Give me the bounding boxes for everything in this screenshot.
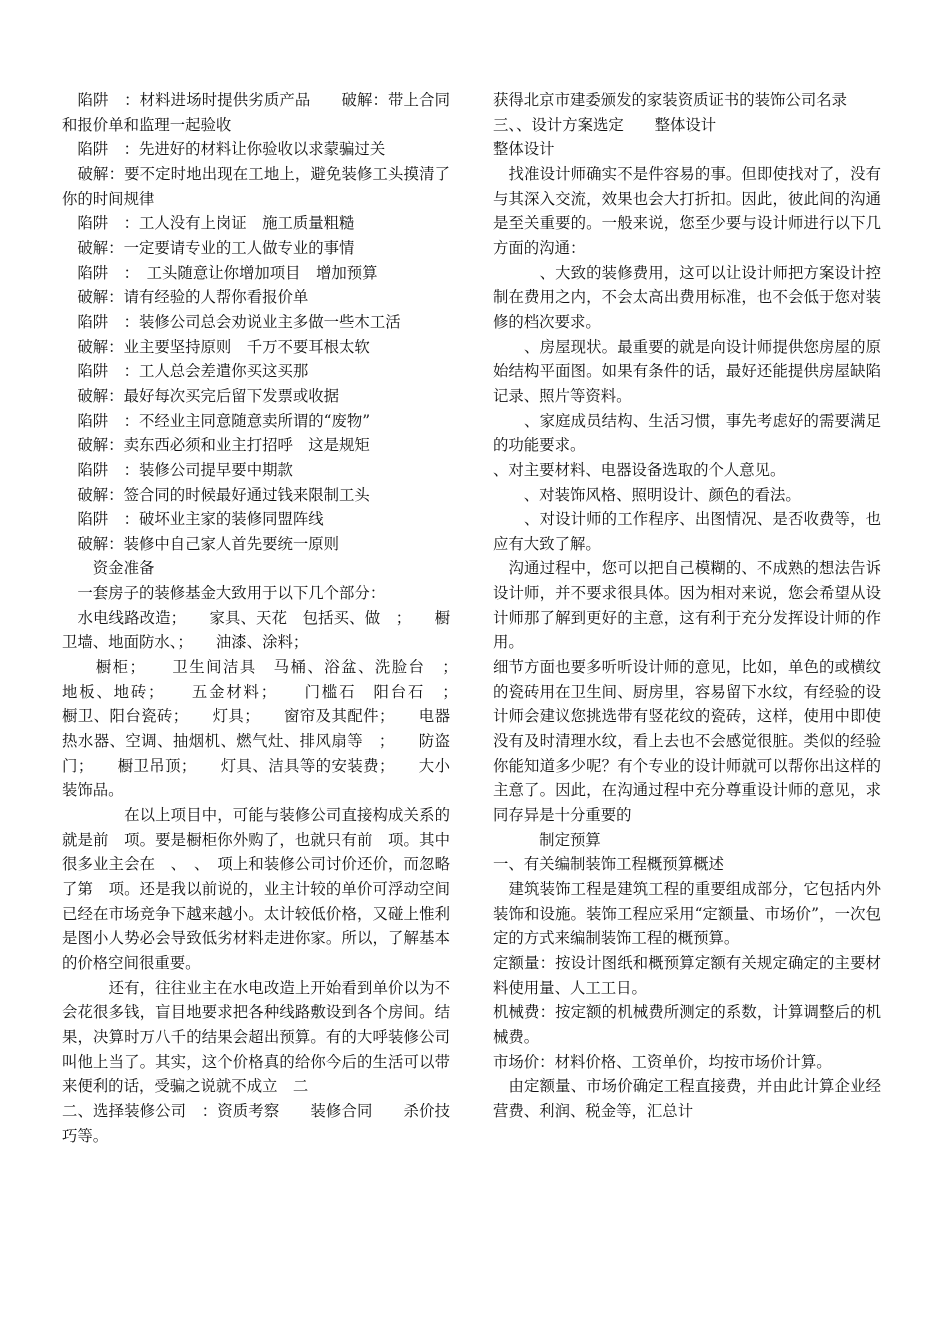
paragraph: 机械费：按定额的机械费所测定的系数，计算调整后的机械费。 <box>493 1003 881 1046</box>
paragraph: 、对设计师的工作程序、出图情况、是否收费等，也应有大致了解。 <box>493 510 881 553</box>
section-heading: 二、选择装修公司 ：资质考察 装修合同 杀价技巧等。 <box>62 1101 450 1145</box>
paragraph: 陷阱 ：材料进场时提供劣质产品 破解：带上合同和报价单和监理一起验收 <box>62 91 450 134</box>
paragraph: 在以上项目中，可能与装修公司直接构成关系的就是前 项。要是橱柜你外购了，也就只有前 项。其中很多业主会在 、 、 项上和装修公司讨价还价，而忽略了第 项。还是我以前说的，业主计较的单价可浮动空间已经在市场竞争下越来越小。太计较低价格，又碰上惟利是图小人势必会导致低劣材料走进你家。所以，了解基本的价格空间很重要。 <box>62 806 450 972</box>
paragraph: 破解：卖东西必须和业主打招呼 这是规矩 <box>62 436 370 455</box>
paragraph: 破解：装修中自己家人首先要统一原则 <box>62 534 340 553</box>
paragraph: 陷阱 ：不经业主同意随意卖所谓的“废物” <box>62 411 371 430</box>
section-heading: 一、有关编制装饰工程概预算概述 <box>493 855 724 874</box>
section-heading: 三、、设计方案选定 整体设计 <box>493 115 717 134</box>
paragraph: 市场价：材料价格、工资单价，均按市场价计算。 <box>493 1052 832 1071</box>
paragraph: 破解：签合同的时候最好通过钱来限制工头 <box>62 485 370 504</box>
paragraph: 破解：一定要请专业的工人做专业的事情 <box>62 238 355 257</box>
paragraph: 沟通过程中，您可以把自己模糊的、不成熟的想法告诉设计师，并不要求很具体。因为相对来说，您会希望从设计师那了解到更好的主意，这有利于充分发挥设计师的作用。 <box>493 559 881 652</box>
paragraph: 、房屋现状。最重要的就是向设计师提供您房屋的原始结构平面图。如果有条件的话，最好还能提供房屋缺陷记录、照片等资料。 <box>493 337 881 405</box>
paragraph: 、对装饰风格、照明设计、颜色的看法。 <box>493 485 801 504</box>
paragraph: 陷阱 ：工人没有上岗证 施工质量粗糙 <box>62 214 355 233</box>
paragraph: 一套房子的装修基金大致用于以下几个部分： <box>62 584 386 603</box>
paragraph: 水电线路改造； 家具、天花 包括买、做 ； 橱卫墙、地面防水、； 油漆、涂料； <box>62 608 450 652</box>
left-column <box>62 88 481 1148</box>
paragraph: 陷阱 ：先进好的材料让你验收以求蒙骗过关 <box>62 140 386 159</box>
paragraph: 陷阱 ：装修公司总会劝说业主多做一些木工活 <box>62 312 401 331</box>
paragraph: 破解：要不定时地出现在工地上，避免装修工头摸清了你的时间规律 <box>62 164 450 208</box>
paragraph: 由定额量、市场价确定工程直接费，并由此计算企业经营费、利润、税金等，汇总计 <box>493 1077 881 1120</box>
right-column <box>493 88 881 1124</box>
paragraph: 定额量：按设计图纸和概预算定额有关规定确定的主要材料使用量、人工工日。 <box>493 953 881 997</box>
section-heading: 资金准备 <box>62 559 155 578</box>
section-heading: 制定预算 <box>493 830 601 849</box>
paragraph: 破解：最好每次买完后留下发票或收据 <box>62 386 340 405</box>
paragraph: 破解：业主要坚持原则 千万不要耳根太软 <box>62 337 370 356</box>
paragraph: 获得北京市建委颁发的家装资质证书的装饰公司名录 <box>493 91 847 109</box>
paragraph: 还有，往往业主在水电改造上开始看到单价以为不会花很多钱，盲目地要求把各种线路敷设到各个房间。结果，决算时万八千的结果会超出预算。有的大呼装修公司叫他上当了。其实，这个价格真的给你今后的生活可以带来便利的话，受骗之说就不成立 二 <box>62 978 450 1096</box>
paragraph: 陷阱 ： 工头随意让你增加项目 增加预算 <box>62 263 378 282</box>
paragraph: 、对主要材料、电器设备选取的个人意见。 <box>493 460 786 479</box>
paragraph: 陷阱 ：工人总会差遣你买这买那 <box>62 362 309 381</box>
paragraph: 橱柜； 卫生间洁具 马桶、浴盆、洗脸台 ； 地板、地砖； 五金材料； 门槛石 阳台石 ； 橱卫、阳台瓷砖； 灯具； 窗帘及其配件； 电器 热水器、空调、抽烟机、燃气灶、排风扇等 ； 防盗门； 橱卫吊顶； 灯具、洁具等的安装费； 大小装饰品。 <box>62 658 481 800</box>
paragraph: 破解：请有经验的人帮你看报价单 <box>62 288 309 307</box>
paragraph: 找准设计师确实不是件容易的事。但即使找对了，没有与其深入交流，效果也会大打折扣。因此，彼此间的沟通是至关重要的。一般来说，您至少要与设计师进行以下几方面的沟通： <box>493 164 881 257</box>
section-heading: 整体设计 <box>493 140 555 159</box>
paragraph: 、大致的装修费用，这可以让设计师把方案设计控制在费用之内，不会太高出费用标准，也不会低于您对装修的档次要求。 <box>493 263 881 331</box>
paragraph: 陷阱 ：破坏业主家的装修同盟阵线 <box>62 510 324 529</box>
paragraph: 陷阱 ：装修公司提早要中期款 <box>62 460 293 479</box>
paragraph: 细节方面也要多听听设计师的意见，比如，单色的或横纹的瓷砖用在卫生间、厨房里，容易留下水纹，有经验的设计师会建议您挑选带有竖花纹的瓷砖，这样，使用中即使没有及时清理水纹，看上去也不会感觉很脏。类似的经验你能知道多少呢？有个专业的设计师就可以帮你出这样的主意了。因此，在沟通过程中充分尊重设计师的意见，求同存异是十分重要的 <box>493 658 881 825</box>
paragraph: 、家庭成员结构、生活习惯，事先考虑好的需要满足的功能要求。 <box>493 411 881 455</box>
paragraph: 建筑装饰工程是建筑工程的重要组成部分，它包括内外装饰和设施。装饰工程应采用“定额量、市场价”，一次包定的方式来编制装饰工程的概预算。 <box>493 880 881 948</box>
